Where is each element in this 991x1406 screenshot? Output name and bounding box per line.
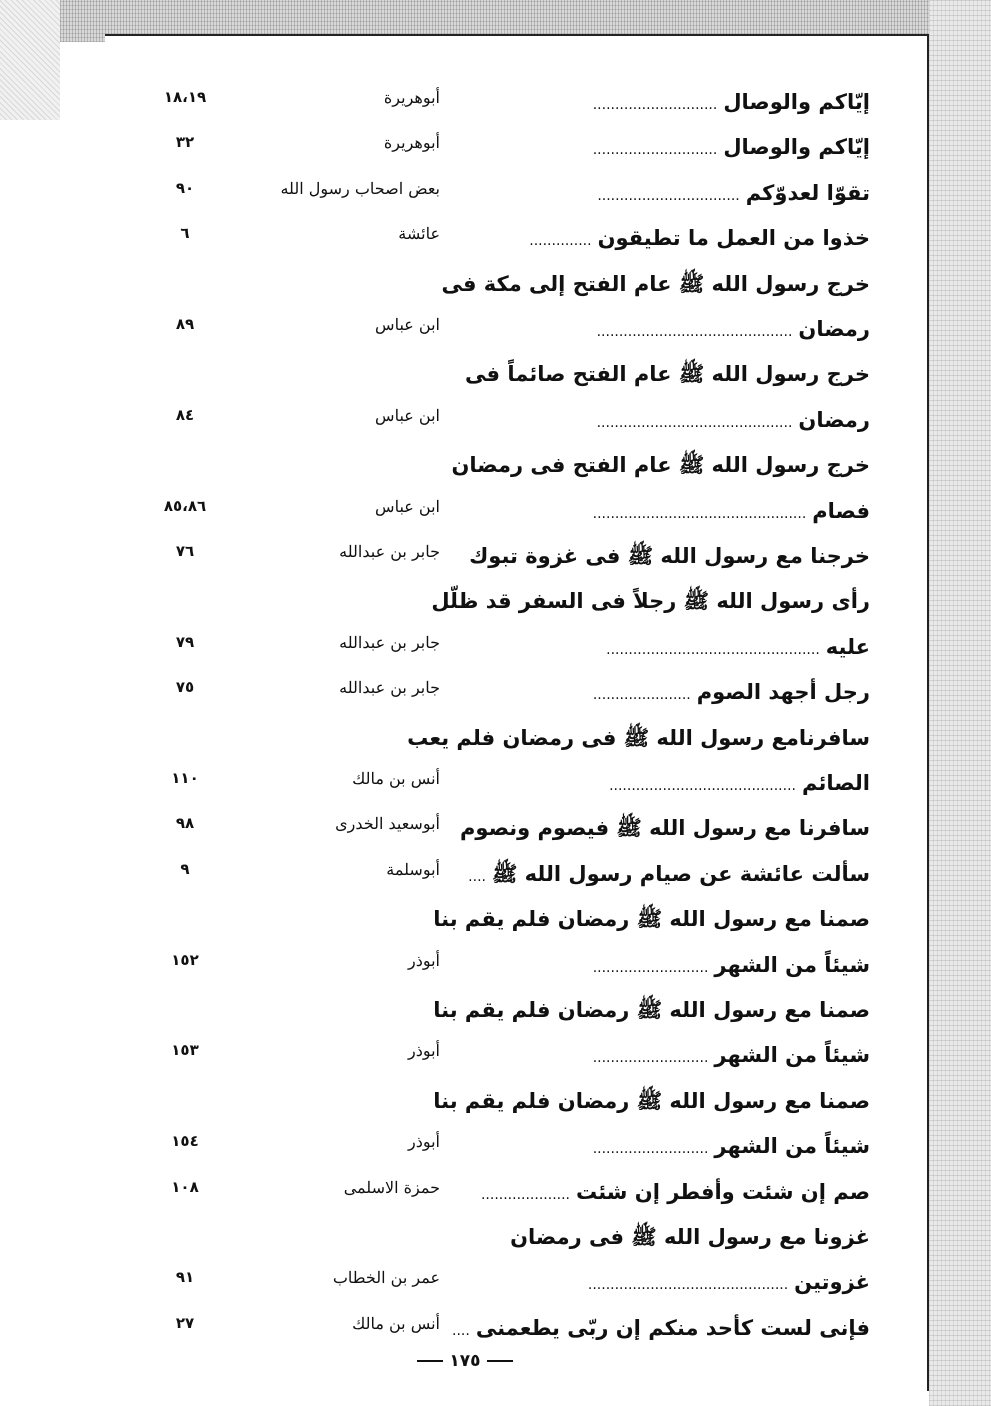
hadith-text xyxy=(452,1306,870,1350)
hadith-text xyxy=(460,852,870,896)
hadith-text xyxy=(460,80,870,124)
narrator-name: أنس بن مالك xyxy=(352,1314,440,1333)
page-reference: ١٠٨ xyxy=(171,1178,199,1196)
leader-dots: ................................................ xyxy=(592,506,807,522)
scan-edge-right xyxy=(929,0,991,1406)
hadith-text xyxy=(460,125,870,169)
hadith-text-value: صمنا مع رسول الله ﷺ رمضان فلم يقم بنا xyxy=(433,998,870,1022)
hadith-text-value: فإنى لست كأحد منكم إن ربّى يطعمنى xyxy=(475,1316,870,1340)
hadith-text-value: إيّاكم والوصال xyxy=(723,135,870,159)
leader-dots: .............. xyxy=(529,233,592,249)
index-entry-row xyxy=(105,352,927,396)
hadith-text xyxy=(460,171,870,215)
hadith-text-value: خرج رسول الله ﷺ عام الفتح صائماً فى xyxy=(465,362,870,386)
hadith-text xyxy=(460,489,870,533)
hadith-text xyxy=(431,579,870,623)
hadith-text xyxy=(407,716,870,760)
hadith-text-value: الصائم xyxy=(801,771,870,795)
narrator-name: أبوهريرة xyxy=(383,88,440,107)
leader-dots: ................................................ xyxy=(606,642,820,658)
index-entry-row xyxy=(105,489,927,533)
narrator-name: أبوذر xyxy=(407,1041,440,1060)
hadith-text-value: عليه xyxy=(825,635,870,659)
hadith-text-value: غزونا مع رسول الله ﷺ فى رمضان xyxy=(510,1225,870,1249)
leader-dots: ............................................ xyxy=(596,415,793,431)
hadith-text-value: شيئاً من الشهر xyxy=(714,953,870,977)
hadith-text xyxy=(460,670,870,714)
index-entry-row xyxy=(105,1215,927,1259)
index-entry-row xyxy=(105,125,927,169)
page-reference: ٧٩ xyxy=(175,633,195,651)
index-entry-row xyxy=(105,716,927,760)
index-entry-row xyxy=(105,670,927,714)
hadith-text xyxy=(460,1215,870,1259)
page-reference: ٢٧ xyxy=(175,1314,195,1332)
narrator-name: جابر بن عبدالله xyxy=(339,542,440,561)
hadith-text-value: رأى رسول الله ﷺ رجلاً فى السفر قد ظلّل xyxy=(431,589,870,613)
leader-dots: ............................................. xyxy=(587,1277,789,1293)
page-reference: ١٨،١٩ xyxy=(163,88,207,106)
index-entry-row xyxy=(105,307,927,351)
folio-dash-right xyxy=(487,1360,513,1362)
leader-dots: .................... xyxy=(480,1187,570,1203)
hadith-text xyxy=(460,761,870,805)
narrator-name: عمر بن الخطاب xyxy=(332,1268,440,1287)
leader-dots: .... xyxy=(452,1323,470,1339)
index-entry-row xyxy=(105,398,927,442)
hadith-text-value: خذوا من العمل ما تطيقون xyxy=(597,226,870,250)
index-entry-row xyxy=(105,625,927,669)
narrator-name: أبوذر xyxy=(407,951,440,970)
hadith-text xyxy=(460,398,870,442)
hadith-text-value: خرج رسول الله ﷺ عام الفتح فى رمضان xyxy=(451,453,870,477)
leader-dots: .......................................... xyxy=(609,778,796,794)
index-entry-row xyxy=(105,216,927,260)
page-reference: ١٥٢ xyxy=(171,951,199,969)
hadith-text xyxy=(460,1124,870,1168)
page-number xyxy=(400,1346,530,1376)
hadith-text-value: رمضان xyxy=(798,408,870,432)
index-entry-row xyxy=(105,1260,927,1304)
hadith-text xyxy=(460,534,870,578)
narrator-name: بعض اصحاب رسول الله xyxy=(280,179,440,198)
narrator-name: أنس بن مالك xyxy=(352,769,440,788)
leader-dots: .......................... xyxy=(592,960,709,976)
hadith-text xyxy=(433,897,870,941)
page-reference: ٦ xyxy=(180,224,190,242)
index-entry-row xyxy=(105,1124,927,1168)
hadith-text xyxy=(460,352,870,396)
hadith-text-value: صم إن شئت وأفطر إن شئت xyxy=(576,1180,870,1204)
hadith-text xyxy=(451,443,870,487)
hadith-text-value: فصام xyxy=(812,499,870,523)
page-reference: ٧٥ xyxy=(175,678,195,696)
page-reference: ١٥٤ xyxy=(171,1132,199,1150)
page-reference: ٨٥،٨٦ xyxy=(163,497,207,515)
hadith-text xyxy=(460,625,870,669)
index-entry-row xyxy=(105,1170,927,1214)
hadith-text xyxy=(460,1170,870,1214)
leader-dots: ................................ xyxy=(597,188,740,204)
narrator-name: عائشة xyxy=(398,224,440,243)
narrator-name: ابن عباس xyxy=(375,497,440,516)
hadith-text-value: خرجنا مع رسول الله ﷺ فى غزوة تبوك xyxy=(469,544,870,568)
narrator-name: ابن عباس xyxy=(375,406,440,425)
hadith-text-value: رجل أجهد الصوم xyxy=(696,680,870,704)
hadith-text-value: إيّاكم والوصال xyxy=(723,90,870,114)
hadith-text-value: خرج رسول الله ﷺ عام الفتح إلى مكة فى xyxy=(441,272,870,296)
page-reference: ٩١ xyxy=(175,1268,195,1286)
page-reference: ٨٤ xyxy=(175,406,195,424)
hadith-text-value: رمضان xyxy=(798,317,870,341)
hadith-text-value: تقوّا لعدوّكم xyxy=(745,181,870,205)
hadith-text xyxy=(460,307,870,351)
index-entry-row xyxy=(105,988,927,1032)
narrator-name: أبوهريرة xyxy=(383,133,440,152)
index-entry-row xyxy=(105,80,927,124)
index-entry-row xyxy=(105,1306,927,1350)
hadith-text xyxy=(433,988,870,1032)
narrator-name: جابر بن عبدالله xyxy=(339,678,440,697)
hadith-text xyxy=(433,1079,870,1123)
hadith-text xyxy=(460,943,870,987)
index-entry-row xyxy=(105,943,927,987)
narrator-name: أبوذر xyxy=(407,1132,440,1151)
hadith-text-value: سافرنا مع رسول الله ﷺ فيصوم ونصوم xyxy=(460,816,870,840)
page-number-value: ١٧٥ xyxy=(449,1351,481,1371)
scan-edge-left xyxy=(0,0,60,120)
leader-dots: .......................... xyxy=(592,1141,709,1157)
index-entry-row xyxy=(105,806,927,850)
hadith-text-value: شيئاً من الشهر xyxy=(714,1134,870,1158)
hadith-text xyxy=(460,1033,870,1077)
index-entry-row xyxy=(105,262,927,306)
index-entry-row xyxy=(105,1033,927,1077)
index-entry-row xyxy=(105,443,927,487)
index-entry-row xyxy=(105,852,927,896)
hadith-text-value: شيئاً من الشهر xyxy=(714,1043,870,1067)
narrator-name: أبوسلمة xyxy=(386,860,440,879)
folio-dash-left xyxy=(417,1360,443,1362)
hadith-text xyxy=(460,1260,870,1304)
index-entry-row xyxy=(105,897,927,941)
leader-dots: ...................... xyxy=(592,687,691,703)
page-reference: ٩٠ xyxy=(175,179,195,197)
hadith-text xyxy=(460,806,870,850)
hadith-text-value: صمنا مع رسول الله ﷺ رمضان فلم يقم بنا xyxy=(433,1089,870,1113)
hadith-text-value: صمنا مع رسول الله ﷺ رمضان فلم يقم بنا xyxy=(433,907,870,931)
page-reference: ٣٢ xyxy=(175,133,195,151)
hadith-text-value: سألت عائشة عن صيام رسول الله ﷺ xyxy=(491,862,870,886)
hadith-text-value: سافرنامع رسول الله ﷺ فى رمضان فلم يعب xyxy=(407,726,870,750)
leader-dots: ............................ xyxy=(592,142,718,158)
narrator-name: ابن عباس xyxy=(375,315,440,334)
leader-dots: .......................... xyxy=(592,1050,709,1066)
hadith-text xyxy=(460,216,870,260)
leader-dots: ............................................ xyxy=(596,324,793,340)
index-entry-row xyxy=(105,579,927,623)
hadith-text xyxy=(441,262,870,306)
page-reference: ١٥٣ xyxy=(171,1041,199,1059)
page-reference: ٩٨ xyxy=(175,814,195,832)
hadith-text-value: غزوتين xyxy=(794,1270,870,1294)
index-entry-row xyxy=(105,171,927,215)
narrator-name: جابر بن عبدالله xyxy=(339,633,440,652)
page-reference: ٩ xyxy=(180,860,190,878)
page-reference: ٨٩ xyxy=(175,315,195,333)
narrator-name: أبوسعيد الخدرى xyxy=(335,814,440,833)
index-page xyxy=(105,34,929,1391)
index-entry-row xyxy=(105,1079,927,1123)
page-reference: ١١٠ xyxy=(171,769,199,787)
index-entry-row xyxy=(105,761,927,805)
leader-dots: ............................ xyxy=(592,97,718,113)
index-entry-row xyxy=(105,534,927,578)
page-reference: ٧٦ xyxy=(175,542,195,560)
narrator-name: حمزة الاسلمى xyxy=(343,1178,440,1197)
leader-dots: .... xyxy=(468,869,486,885)
